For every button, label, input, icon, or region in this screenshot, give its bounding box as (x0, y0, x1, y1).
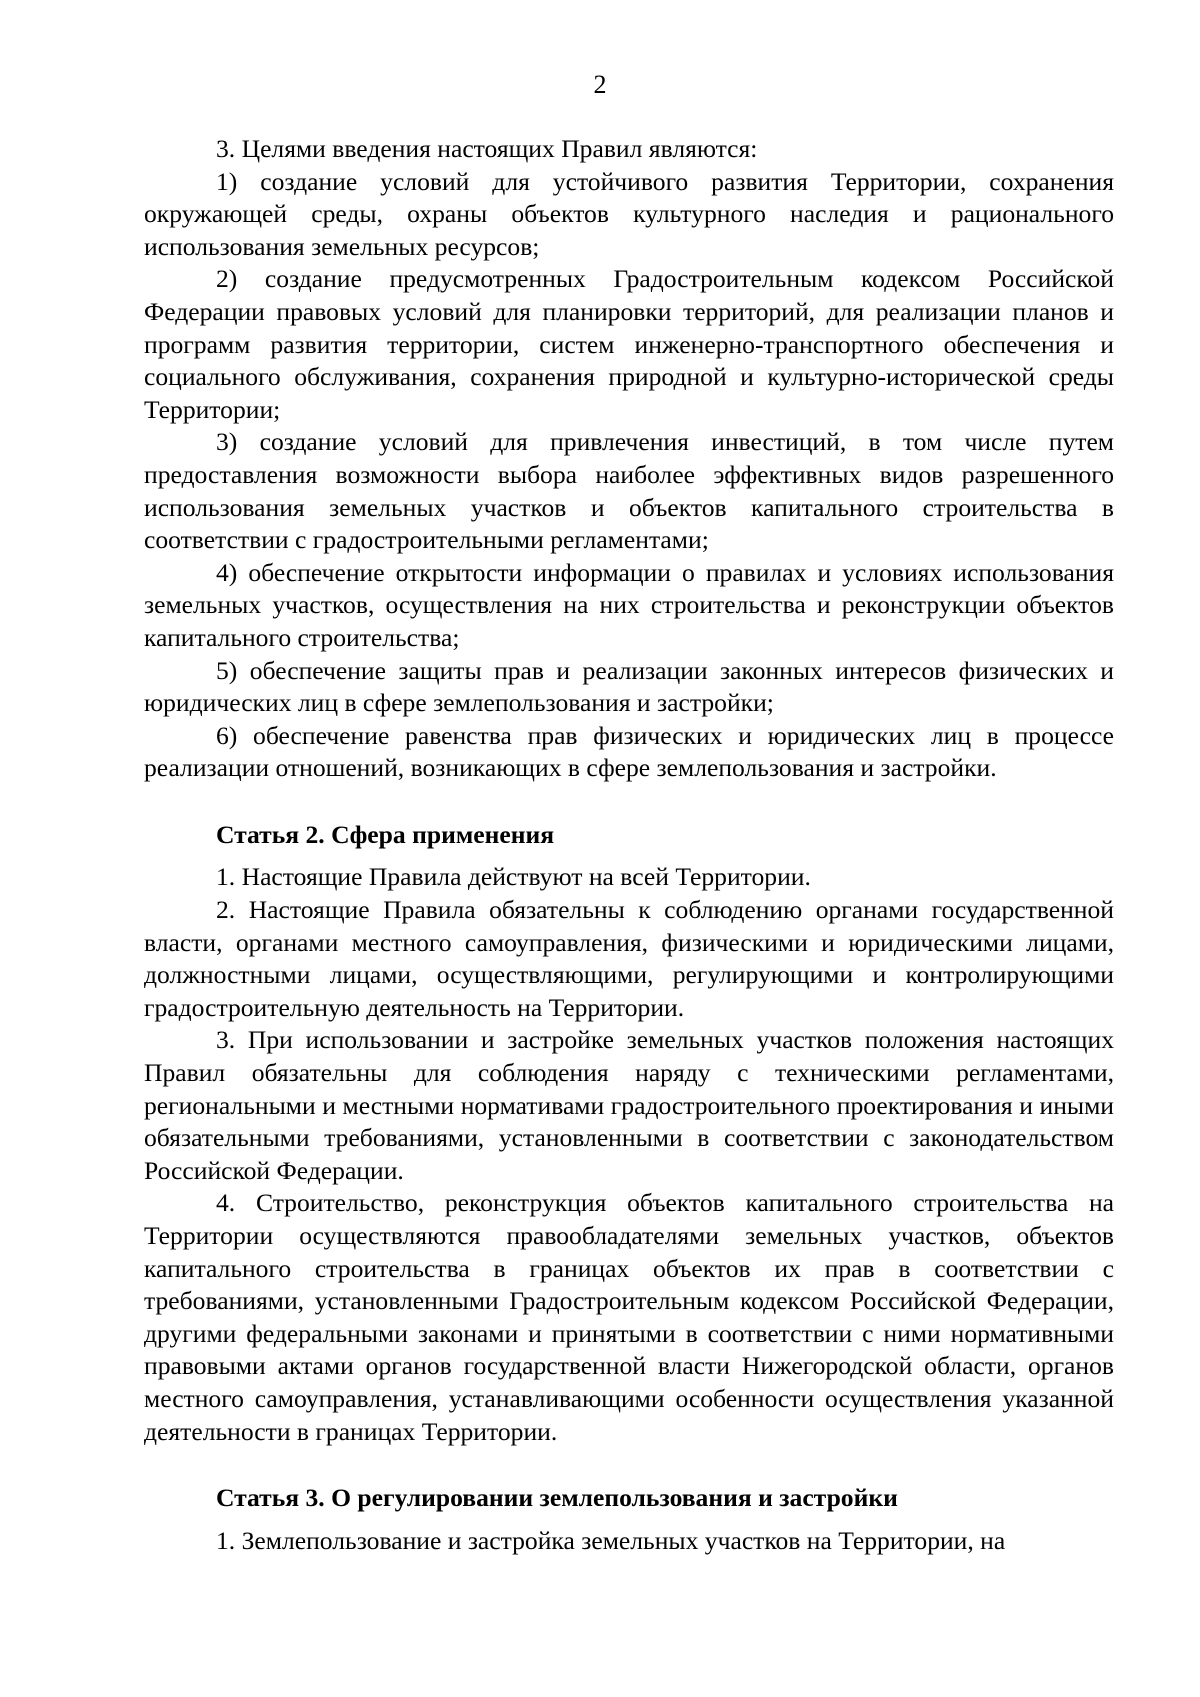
article-2-item: 3. При использовании и застройке земельных участков положения настоящих Правил обязательны для соблюдения наряду с техническими регламентами, региональными и местными нормативами градостроительного проектирования и иными обязательными требованиями, установленными в соответствии с законодательством Российской Федерации. (144, 1025, 1114, 1185)
goal-item: 5) обеспечение защиты прав и реализации законных интересов физических и юридических лиц в сфере землепользования и застройки; (144, 655, 1114, 718)
article-2-item: 4. Строительство, реконструкция объектов капитального строительства на Территории осуществляются правообладателями земельных участков, объектов капитального строительства в границах объектов их прав в соответствии с требованиями, установленными Градостроительным кодексом Российской Федерации, другими федеральными законами и принятыми в соответствии с ними нормативными правовыми актами органов государственной власти Нижегородской области, органов местного самоуправления, устанавливающими особенности осуществления указанной деятельности в границах Территории. (144, 1188, 1114, 1446)
article-2-item: 1. Настоящие Правила действуют на всей Территории. (216, 862, 811, 892)
goal-item: 6) обеспечение равенства прав физических и юридических лиц в процессе реализации отношений, возникающих в сфере землепользования и застройки. (144, 720, 1114, 783)
document-body (144, 133, 1114, 1557)
goal-item: 1) создание условий для устойчивого развития Территории, сохранения окружающей среды, охраны объектов культурного наследия и рационального использования земельных ресурсов; (144, 166, 1114, 261)
page-number: 2 (593, 70, 607, 99)
goal-item: 2) создание предусмотренных Градостроительным кодексом Российской Федерации правовых условий для планировки территорий, для реализации планов и программ развития территории, систем инженерно-транспортного обеспечения и социального обслуживания, сохранения природной и культурно-исторической среды Территории; (144, 264, 1114, 424)
article-3-heading: Статья 3. О регулировании землепользования и застройки (216, 1483, 898, 1513)
goal-item: 3) создание условий для привлечения инвестиций, в том числе путем предоставления возможности выбора наиболее эффективных видов разрешенного использования земельных участков и объектов капитального строительства в соответствии с градостроительными регламентами; (144, 427, 1114, 555)
article-2-item: 2. Настоящие Правила обязательны к соблюдению органами государственной власти, органами местного самоуправления, физическими и юридическими лицами, должностными лицами, осуществляющими, регулирующими и контролирующими градостроительную деятельность на Территории. (144, 895, 1114, 1022)
article-3-item: 1. Землепользование и застройка земельных участков на Территории, на (216, 1525, 1006, 1555)
goals-intro: 3. Целями введения настоящих Правил являются: (216, 134, 758, 163)
article-2-heading: Статья 2. Сфера применения (216, 819, 555, 849)
goal-item: 4) обеспечение открытости информации о правилах и условиях использования земельных участков, осуществления на них строительства и реконструкции объектов капитального строительства; (144, 557, 1114, 652)
